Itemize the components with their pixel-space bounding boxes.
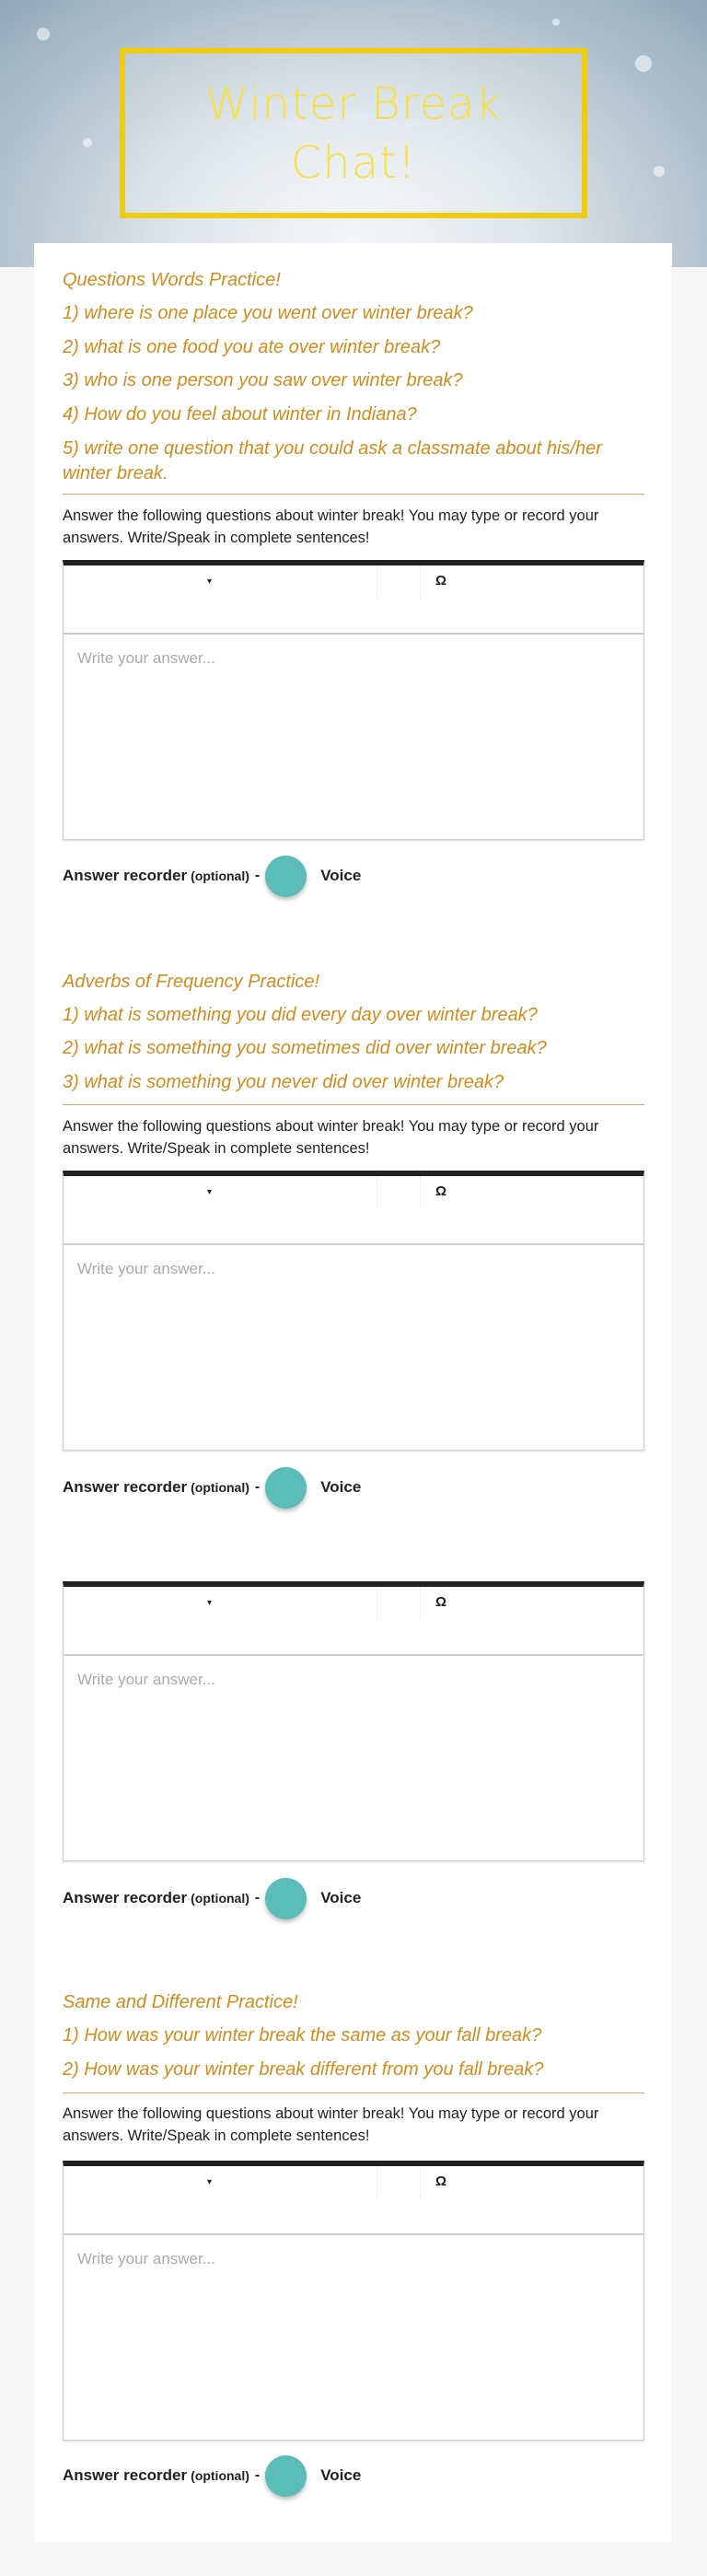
- question: 4) How do you feel about winter in Indiana?: [63, 404, 417, 425]
- editor-toolbar: [64, 1176, 643, 1245]
- question: 1) where is one place you went over winter break?: [63, 303, 473, 323]
- editor-toolbar: [64, 2166, 643, 2235]
- special-character-button[interactable]: Ω: [435, 2174, 447, 2189]
- question: 2) what is one food you ate over winter break?: [63, 337, 441, 357]
- answer-editor: [63, 560, 644, 840]
- answer-input[interactable]: Write your answer...: [77, 649, 215, 667]
- voice-label: Voice: [320, 1889, 362, 1906]
- dash: -: [254, 1479, 261, 1495]
- divider: [63, 1104, 644, 1105]
- editor-toolbar: [64, 565, 643, 635]
- instructions: Answer the following questions about winter break! You may type or record your answers. Write/Speak in complete sentences!: [63, 2105, 599, 2144]
- format-dropdown[interactable]: ▾: [207, 1598, 213, 1608]
- question: 1) what is something you did every day over winter break?: [63, 1005, 538, 1025]
- format-dropdown[interactable]: ▾: [207, 577, 213, 587]
- answer-input[interactable]: Write your answer...: [77, 1260, 215, 1277]
- header-banner: [0, 0, 707, 267]
- record-button[interactable]: [265, 1878, 307, 1919]
- question: 3) what is something you never did over winter break?: [63, 1072, 504, 1092]
- answer-recorder: [63, 1466, 361, 1509]
- divider: [63, 2092, 644, 2093]
- voice-label: Voice: [320, 2466, 362, 2484]
- recorder-optional: (optional): [191, 2468, 249, 2483]
- special-character-button[interactable]: Ω: [435, 573, 447, 589]
- editor-toolbar: [64, 1587, 643, 1656]
- record-button[interactable]: [265, 1467, 307, 1509]
- record-button[interactable]: [265, 856, 307, 897]
- voice-label: Voice: [320, 1478, 362, 1496]
- recorder-optional: (optional): [191, 868, 249, 883]
- special-character-button[interactable]: Ω: [435, 1594, 447, 1610]
- instructions: Answer the following questions about winter break! You may type or record your answers. Write/Speak in complete sentences!: [63, 1118, 599, 1157]
- dash: -: [254, 2467, 261, 2483]
- section-heading: Same and Different Practice!: [63, 1992, 298, 2012]
- answer-editor: [63, 2161, 644, 2441]
- answer-editor: [63, 1581, 644, 1861]
- instructions: Answer the following questions about winter break! You may type or record your answers. Write/Speak in complete sentences!: [63, 507, 599, 546]
- question: 5) write one question that you could ask a classmate about his/her winter break.: [63, 438, 602, 484]
- answer-editor: [63, 1171, 644, 1451]
- answer-recorder: [63, 2454, 361, 2497]
- special-character-button[interactable]: Ω: [435, 1183, 447, 1199]
- voice-label: Voice: [320, 867, 362, 884]
- question: 3) who is one person you saw over winter break?: [63, 370, 463, 390]
- question: 2) what is something you sometimes did over winter break?: [63, 1038, 547, 1058]
- dash: -: [254, 868, 261, 883]
- section-heading: Questions Words Practice!: [63, 270, 281, 290]
- record-button[interactable]: [265, 2455, 307, 2497]
- answer-input[interactable]: Write your answer...: [77, 2250, 215, 2267]
- format-dropdown[interactable]: ▾: [207, 1187, 213, 1197]
- dash: -: [254, 1890, 261, 1906]
- title-box: [120, 48, 587, 218]
- answer-recorder: [63, 855, 361, 897]
- recorder-optional: (optional): [191, 1891, 249, 1906]
- recorder-label: Answer recorder: [63, 1889, 188, 1906]
- divider: [63, 494, 644, 495]
- recorder-label: Answer recorder: [63, 2466, 188, 2484]
- question: 2) How was your winter break different from you fall break?: [63, 2059, 544, 2080]
- section-heading: Adverbs of Frequency Practice!: [63, 972, 320, 992]
- question: 1) How was your winter break the same as your fall break?: [63, 2025, 542, 2046]
- answer-input[interactable]: Write your answer...: [77, 1671, 215, 1688]
- format-dropdown[interactable]: ▾: [207, 2177, 213, 2187]
- answer-recorder: [63, 1877, 361, 1919]
- recorder-optional: (optional): [191, 1480, 249, 1495]
- page-title: Winter Break Chat!: [204, 77, 503, 189]
- recorder-label: Answer recorder: [63, 1478, 188, 1496]
- recorder-label: Answer recorder: [63, 867, 188, 884]
